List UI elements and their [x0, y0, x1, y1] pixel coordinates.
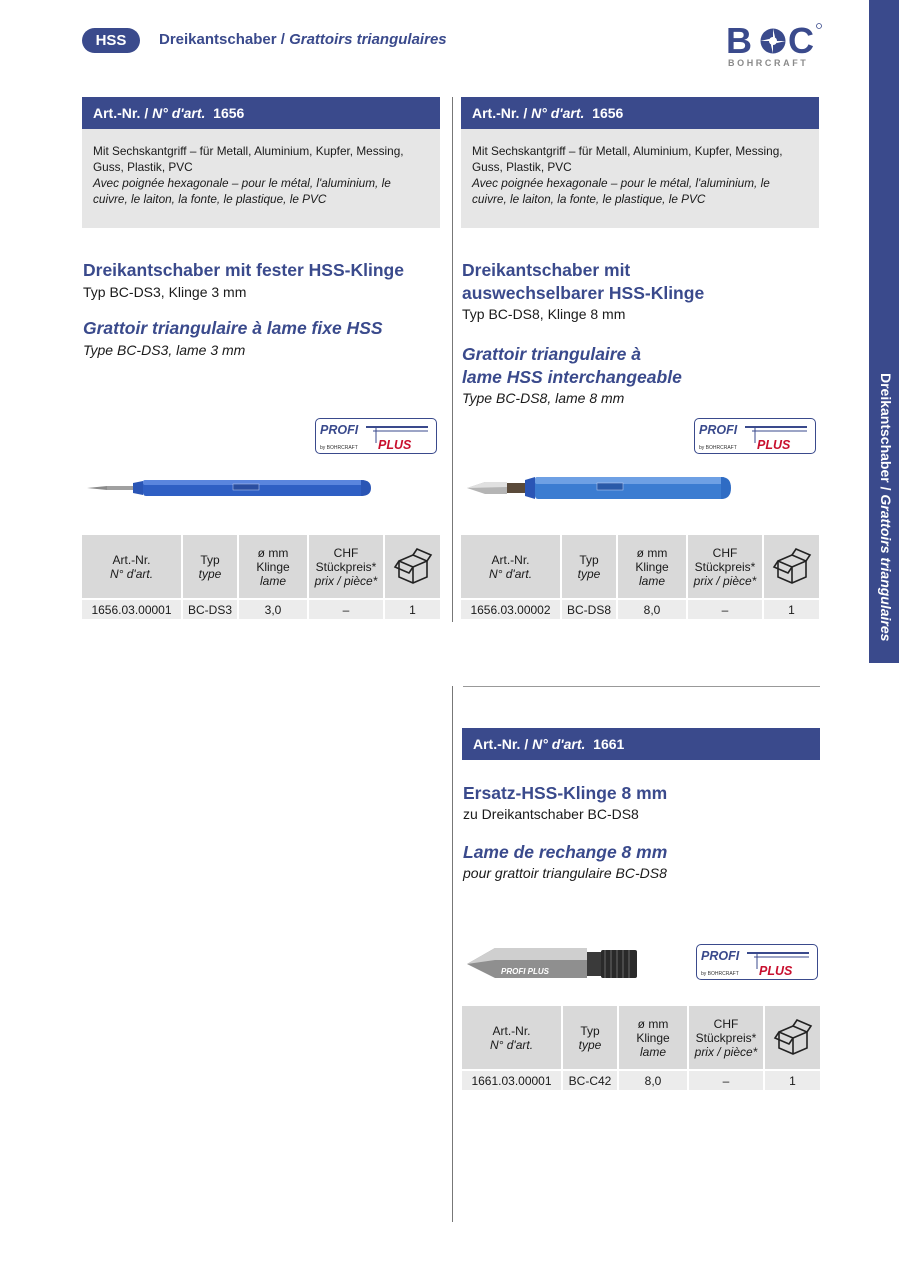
col-typ: Typ type: [562, 1006, 618, 1070]
col-typ: Typ type: [182, 535, 238, 599]
product-subtitle-de: Typ BC-DS3, Klinge 3 mm: [83, 284, 247, 300]
col-pack: [764, 1006, 820, 1070]
scraper-interchangeable-blade-image: [465, 474, 735, 502]
col-pack: [763, 535, 819, 599]
blade-label: PROFI PLUS: [501, 967, 550, 976]
cell-pack: 1: [764, 1070, 820, 1090]
by-text: by BOHRCRAFT: [320, 445, 358, 451]
cell-pack: 1: [763, 599, 819, 619]
column-divider: [452, 97, 453, 622]
profi-text: PROFI: [699, 423, 738, 437]
article-header: Art.-Nr. / N° d'art. 1656: [461, 97, 819, 129]
col-price: CHF Stückpreis* prix / pièce*: [688, 1006, 764, 1070]
plus-text: PLUS: [759, 964, 793, 978]
col-diameter: ø mm Klinge lame: [618, 1006, 688, 1070]
product-title-de-line2: auswechselbarer HSS-Klinge: [462, 283, 705, 303]
spec-table: [461, 535, 819, 619]
product-title-de: Dreikantschaber mit fester HSS-Klinge: [83, 260, 404, 280]
cell-typ: BC-C42: [562, 1070, 618, 1090]
cell-diameter: 8,0: [617, 599, 687, 619]
cell-price: –: [687, 599, 763, 619]
profi-plus-badge: [694, 418, 816, 454]
profi-text: PROFI: [320, 423, 359, 437]
product-title-de-line1: Dreikantschaber mit: [462, 260, 631, 280]
col-diameter: ø mm Klinge lame: [238, 535, 308, 599]
cell-typ: BC-DS3: [182, 599, 238, 619]
table-header-row: [462, 1006, 820, 1070]
spec-table: [82, 535, 440, 619]
product-subtitle-fr: Type BC-DS3, lame 3 mm: [83, 342, 246, 358]
table-header-row: [82, 535, 440, 599]
product-subtitle-de: zu Dreikantschaber BC-DS8: [463, 806, 639, 822]
svg-text:C: C: [788, 22, 814, 61]
cell-art-nr: 1661.03.00001: [462, 1070, 562, 1090]
product-subtitle-fr: pour grattoir triangulaire BC-DS8: [463, 865, 667, 881]
col-art-nr: Art.-Nr. N° d'art.: [461, 535, 561, 599]
col-pack: [384, 535, 440, 599]
product-title-fr: Lame de rechange 8 mm: [463, 842, 668, 862]
table-row: [462, 1070, 820, 1090]
spec-table: [462, 1006, 820, 1090]
section-separator: [463, 686, 820, 687]
col-art-nr: Art.-Nr. N° d'art.: [462, 1006, 562, 1070]
profi-plus-badge: [315, 418, 437, 454]
cell-art-nr: 1656.03.00001: [82, 599, 182, 619]
cell-diameter: 3,0: [238, 599, 308, 619]
by-text: by BOHRCRAFT: [699, 445, 737, 451]
description-fr: Avec poignée hexagonale – pour le métal, l'aluminium, le cuivre, le laiton, la fonte, le plastique, le PVC: [472, 176, 770, 206]
cell-art-nr: 1656.03.00002: [461, 599, 561, 619]
replacement-blade-image: [465, 944, 645, 984]
description-de: Mit Sechskantgriff – für Metall, Aluminium, Kupfer, Messing, Guss, Plastik, PVC: [93, 144, 404, 174]
by-text: by BOHRCRAFT: [701, 971, 739, 977]
package-box-icon: [773, 1018, 813, 1058]
description-box: [461, 129, 819, 228]
product-title-fr-line1: Grattoir triangulaire à: [462, 344, 641, 364]
article-header: Art.-Nr. / N° d'art. 1661: [462, 728, 820, 760]
plus-text: PLUS: [757, 438, 791, 452]
cell-diameter: 8,0: [618, 1070, 688, 1090]
article-header: Art.-Nr. / N° d'art. 1656: [82, 97, 440, 129]
description-box: [82, 129, 440, 228]
product-title-fr-line2: lame HSS interchangeable: [462, 367, 682, 387]
package-box-icon: [393, 547, 433, 587]
description-de: Mit Sechskantgriff – für Metall, Aluminium, Kupfer, Messing, Guss, Plastik, PVC: [472, 144, 783, 174]
cell-price: –: [308, 599, 384, 619]
scraper-fixed-blade-image: [85, 476, 375, 500]
col-diameter: ø mm Klinge lame: [617, 535, 687, 599]
description-fr: Avec poignée hexagonale – pour le métal, l'aluminium, le cuivre, le laiton, la fonte, le plastique, le PVC: [93, 176, 391, 206]
svg-text:B: B: [726, 22, 752, 61]
table-header-row: [461, 535, 819, 599]
col-art-nr: Art.-Nr. N° d'art.: [82, 535, 182, 599]
col-price: CHF Stückpreis* prix / pièce*: [308, 535, 384, 599]
profi-text: PROFI: [701, 949, 740, 963]
column-divider-lower: [452, 686, 453, 1222]
col-price: CHF Stückpreis* prix / pièce*: [687, 535, 763, 599]
logo-subtitle: BOHRCRAFT: [728, 58, 809, 68]
col-typ: Typ type: [561, 535, 617, 599]
cell-price: –: [688, 1070, 764, 1090]
product-title-fr: Grattoir triangulaire à lame fixe HSS: [83, 318, 383, 338]
bohrcraft-logo: [726, 22, 822, 72]
product-title-de: Ersatz-HSS-Klinge 8 mm: [463, 783, 668, 803]
plus-text: PLUS: [378, 438, 412, 452]
product-subtitle-de: Typ BC-DS8, Klinge 8 mm: [462, 306, 626, 322]
cell-typ: BC-DS8: [561, 599, 617, 619]
product-subtitle-fr: Type BC-DS8, lame 8 mm: [462, 390, 625, 406]
hss-badge: HSS: [82, 28, 140, 53]
table-row: [461, 599, 819, 619]
side-tab-label: Dreikantschaber / Grattoirs triangulaires: [878, 373, 894, 642]
package-box-icon: [772, 547, 812, 587]
profi-plus-badge: [696, 944, 818, 980]
boc-logo-mark: [726, 22, 822, 62]
table-row: [82, 599, 440, 619]
cell-pack: 1: [384, 599, 440, 619]
page-title: Dreikantschaber / Grattoirs triangulaires: [159, 31, 447, 48]
